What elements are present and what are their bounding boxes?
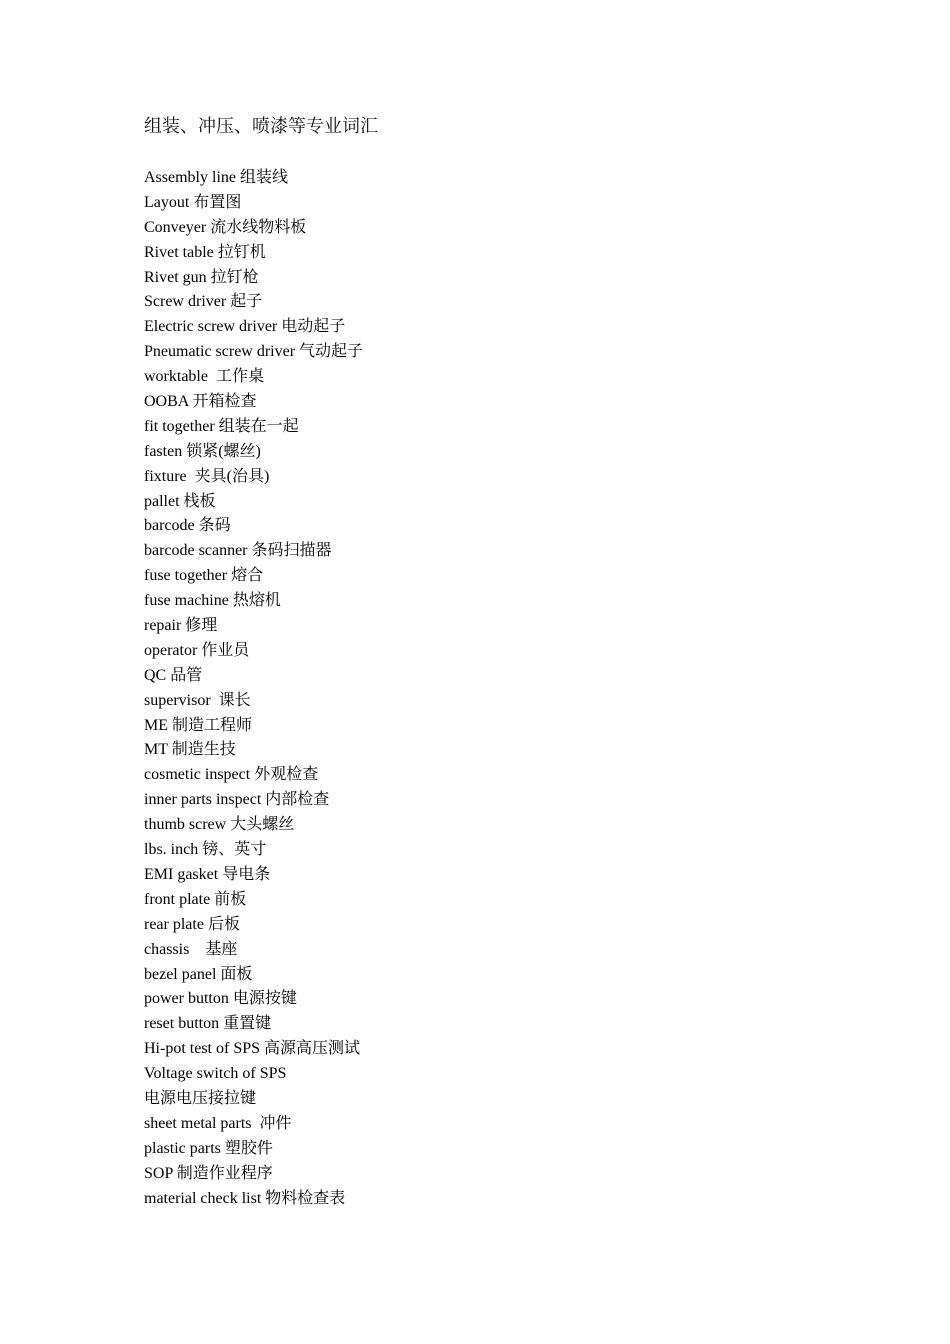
term-item: operator 作业员 (144, 641, 250, 659)
term-item: Assembly line 组装线 (144, 169, 288, 186)
term-item: Hi-pot test of SPS 高源高压测试 (144, 1040, 361, 1058)
term-item: fasten 锁紧(螺丝) (144, 442, 261, 460)
term-list (144, 166, 363, 1211)
term-item: Rivet table 拉钉机 (144, 243, 266, 261)
term-item: material check list 物料检查表 (144, 1189, 346, 1207)
term-item: MT 制造生技 (144, 741, 236, 759)
term-item: front plate 前板 (144, 890, 247, 908)
term-item: reset button 重置键 (144, 1015, 272, 1033)
term-item: repair 修理 (144, 617, 218, 635)
page-title: 组装、冲压、喷漆等专业词汇 (144, 116, 378, 137)
term-item: fuse machine 热熔机 (144, 592, 281, 610)
term-item: worktable 工作桌 (144, 368, 264, 386)
term-item: Screw driver 起子 (144, 293, 263, 311)
term-item: plastic parts 塑胶件 (144, 1139, 273, 1157)
term-item: sheet metal parts 冲件 (144, 1114, 292, 1132)
term-item: OOBA 开箱检查 (144, 393, 257, 411)
term-item: thumb screw 大头螺丝 (144, 816, 295, 834)
term-item: Rivet gun 拉钉枪 (144, 268, 259, 286)
term-item: fuse together 熔合 (144, 567, 264, 585)
term-item: ME 制造工程师 (144, 716, 253, 734)
term-item: chassis 基座 (144, 940, 238, 958)
term-item: Electric screw driver 电动起子 (144, 318, 346, 336)
term-item: cosmetic inspect 外观检查 (144, 766, 319, 784)
term-item: QC 品管 (144, 666, 203, 684)
term-item: Layout 布置图 (144, 193, 242, 211)
term-item: EMI gasket 导电条 (144, 865, 271, 883)
term-item: inner parts inspect 内部检查 (144, 791, 330, 809)
term-item: pallet 栈板 (144, 492, 216, 510)
term-item: 电源电压接拉键 (144, 1089, 257, 1107)
term-item: fixture 夹具(治具) (144, 467, 270, 485)
term-item: barcode 条码 (144, 517, 231, 535)
term-item: Voltage switch of SPS (144, 1065, 287, 1083)
term-item: fit together 组装在一起 (144, 417, 299, 435)
term-item: SOP 制造作业程序 (144, 1164, 273, 1182)
term-item: supervisor 课长 (144, 691, 251, 709)
term-item: lbs. inch 镑、英寸 (144, 841, 267, 859)
term-item: power button 电源按键 (144, 990, 297, 1008)
term-item: barcode scanner 条码扫描器 (144, 542, 332, 560)
term-item: Pneumatic screw driver 气动起子 (144, 343, 364, 361)
term-item: rear plate 后板 (144, 915, 240, 933)
term-item: Conveyer 流水线物料板 (144, 218, 307, 236)
term-item: bezel panel 面板 (144, 965, 253, 983)
